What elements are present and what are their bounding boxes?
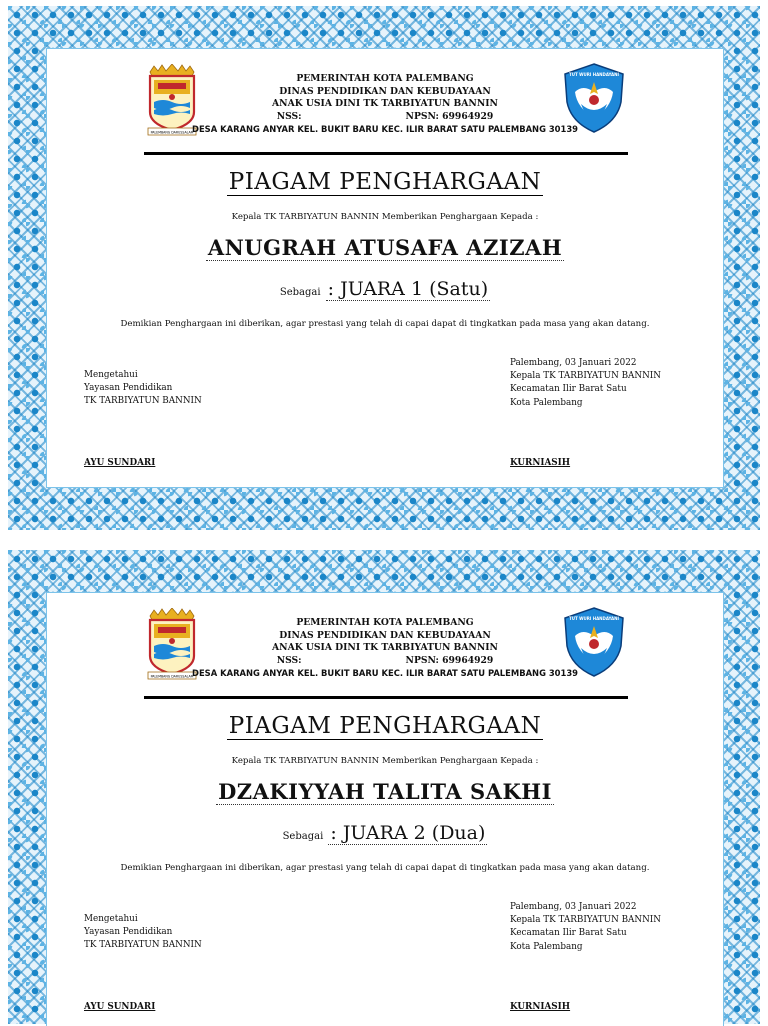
letterhead-address: DESA KARANG ANYAR KEL. BUKIT BARU KEC. ILIR BARAT SATU PALEMBANG 30139	[192, 668, 578, 678]
certificate-title-text: PIAGAM PENGHARGAAN	[228, 713, 542, 739]
right-signer-name: KURNIASIH	[510, 1002, 571, 1012]
left-signature-block	[84, 913, 202, 953]
letterhead-divider	[144, 152, 628, 155]
giver-text: Kepala TK TARBIYATUN BANNIN Memberikan Penghargaan Kepada :	[231, 756, 539, 766]
rank-value: : JUARA 1 (Satu)	[327, 278, 489, 300]
right-signer-name: KURNIASIH	[510, 458, 571, 468]
certificate-1-border	[8, 6, 760, 530]
emblem-left-text: PALEMBANG DARUSSALAM	[150, 674, 194, 679]
right-block-line: Kecamatan Ilir Barat Satu	[510, 928, 627, 939]
left-block-line: TK TARBIYATUN BANNIN	[84, 396, 202, 407]
right-block-line: Palembang, 03 Januari 2022	[510, 358, 637, 368]
left-block-line: Mengetahui	[84, 370, 138, 380]
right-block-line: Kepala TK TARBIYATUN BANNIN	[510, 915, 661, 926]
npsn-label: NPSN: 69964929	[405, 654, 494, 666]
right-signature-block	[510, 357, 661, 410]
letterhead-line-2: DINAS PENDIDIKAN DAN KEBUDAYAAN	[279, 629, 491, 641]
closing-statement: Demikian Penghargaan ini diberikan, agar prestasi yang telah di capai dapat di tingkatkan pada masa yang akan datang.	[120, 863, 650, 873]
certificate-2-body	[46, 592, 724, 1026]
right-signature-block	[510, 901, 661, 954]
left-block-line: TK TARBIYATUN BANNIN	[84, 940, 202, 951]
rank-line	[47, 278, 723, 300]
certificate-title-text: PIAGAM PENGHARGAAN	[228, 169, 542, 195]
letterhead-line-2: DINAS PENDIDIKAN DAN KEBUDAYAAN	[279, 85, 491, 97]
recipient-name	[47, 235, 723, 260]
nss-label: NSS:	[276, 654, 302, 666]
letterhead-ids	[47, 111, 723, 124]
letterhead-line-1: PEMERINTAH KOTA PALEMBANG	[296, 617, 474, 628]
certificate-1-body	[46, 48, 724, 488]
letterhead-address: DESA KARANG ANYAR KEL. BUKIT BARU KEC. ILIR BARAT SATU PALEMBANG 30139	[192, 124, 578, 134]
rank-label: Sebagai	[282, 831, 324, 842]
giver-text: Kepala TK TARBIYATUN BANNIN Memberikan Penghargaan Kepada :	[231, 212, 539, 222]
letterhead-divider	[144, 696, 628, 699]
emblem-right-text: TUT WURI HANDAYANI	[569, 616, 619, 621]
npsn-label: NPSN: 69964929	[405, 110, 494, 122]
right-block-line: Palembang, 03 Januari 2022	[510, 902, 637, 912]
certificate-title	[47, 713, 723, 739]
letterhead	[47, 73, 723, 136]
certificate-2-border	[8, 550, 760, 1024]
recipient-name-text: ANUGRAH ATUSAFA AZIZAH	[207, 235, 563, 260]
right-block-line: Kota Palembang	[510, 397, 583, 408]
right-block-line: Kecamatan Ilir Barat Satu	[510, 384, 627, 395]
letterhead-line-3: ANAK USIA DINI TK TARBIYATUN BANNIN	[272, 642, 498, 653]
left-signer-name: AYU SUNDARI	[84, 458, 156, 468]
left-signature-block	[84, 369, 202, 409]
left-block-line: Yayasan Pendidikan	[84, 927, 173, 938]
letterhead	[47, 617, 723, 680]
rank-value: : JUARA 2 (Dua)	[330, 822, 486, 844]
closing-statement: Demikian Penghargaan ini diberikan, agar prestasi yang telah di capai dapat di tingkatkan pada masa yang akan datang.	[120, 319, 650, 329]
letterhead-line-1: PEMERINTAH KOTA PALEMBANG	[296, 73, 474, 84]
certificate-title	[47, 169, 723, 195]
rank-label: Sebagai	[279, 287, 321, 298]
letterhead-line-3: ANAK USIA DINI TK TARBIYATUN BANNIN	[272, 98, 498, 109]
left-signer-name: AYU SUNDARI	[84, 1002, 156, 1012]
recipient-name	[47, 779, 723, 804]
right-block-line: Kota Palembang	[510, 941, 583, 952]
emblem-left-text: PALEMBANG DARUSSALAM	[150, 130, 194, 135]
recipient-name-text: DZAKIYYAH TALITA SAKHI	[218, 779, 552, 804]
left-block-line: Yayasan Pendidikan	[84, 383, 173, 394]
left-block-line: Mengetahui	[84, 914, 138, 924]
right-block-line: Kepala TK TARBIYATUN BANNIN	[510, 371, 661, 382]
emblem-right-text: TUT WURI HANDAYANI	[569, 72, 619, 77]
letterhead-ids	[47, 655, 723, 668]
rank-line	[47, 822, 723, 844]
nss-label: NSS:	[276, 110, 302, 122]
